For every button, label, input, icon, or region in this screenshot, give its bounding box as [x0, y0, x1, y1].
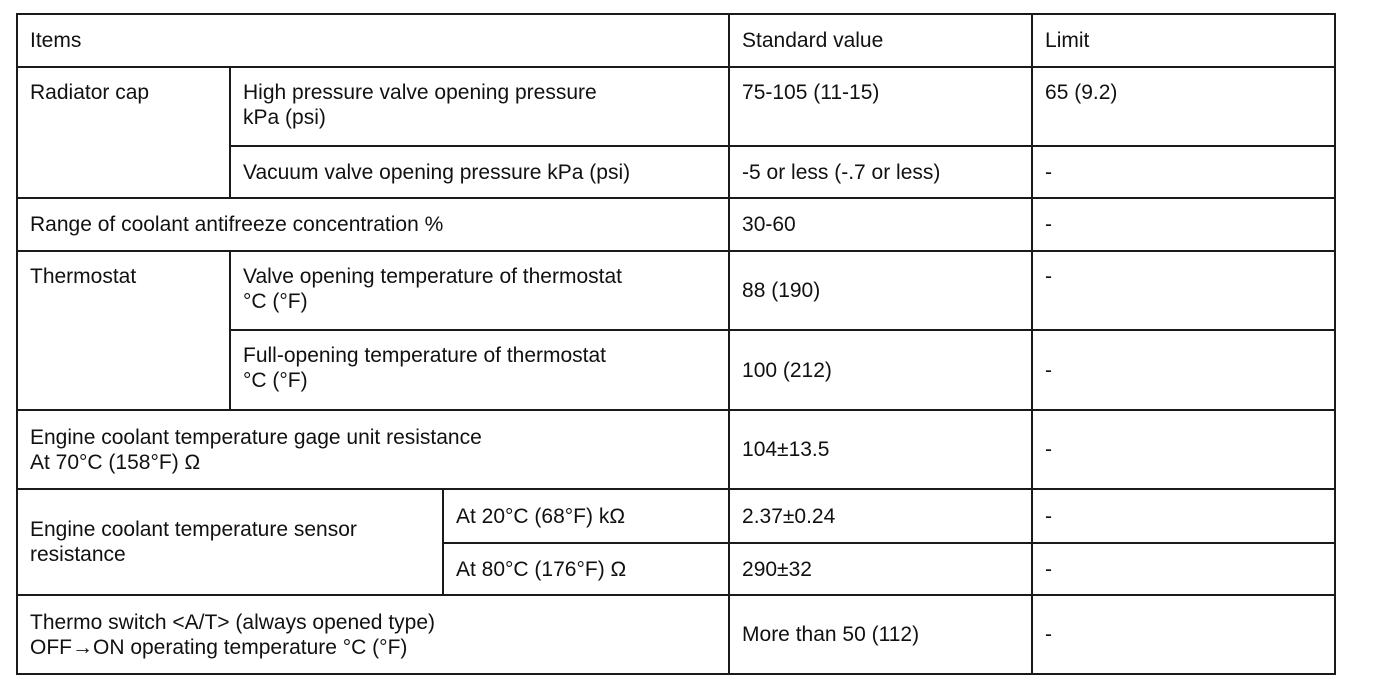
sensor-at20-condition: At 20°C (68°F) kΩ [456, 504, 626, 528]
sensor-label-line2: resistance [30, 543, 126, 566]
thermo-switch-item-line2: OFF→ON operating temperature °C (°F) [30, 635, 408, 659]
gage-unit-item-cell [17, 410, 729, 489]
table-row [17, 251, 1335, 330]
vacuum-standard: -5 or less (-.7 or less) [742, 160, 941, 184]
thermostat-label: Thermostat [30, 265, 137, 288]
sensor-at80-condition: At 80°C (176°F) Ω [456, 557, 627, 581]
valve-opening-standard: 88 (190) [742, 279, 821, 302]
full-opening-limit-cell [1032, 330, 1335, 410]
thermostat-cell [17, 251, 230, 410]
thermo-switch-standard: More than 50 (112) [742, 623, 920, 646]
sensor-label-line1: Engine coolant temperature sensor [30, 518, 357, 541]
high-pressure-item-cell [230, 67, 729, 146]
valve-opening-item-line1: Valve opening temperature of thermostat [243, 265, 622, 288]
valve-opening-item-line2: °C (°F) [243, 290, 308, 313]
sensor-at20-condition-cell [443, 489, 729, 543]
antifreeze-limit: - [1045, 213, 1053, 236]
header-limit [1032, 14, 1335, 67]
full-opening-limit: - [1045, 358, 1053, 382]
table-row [17, 410, 1335, 489]
high-pressure-standard-cell [729, 67, 1032, 146]
gage-unit-standard: 104±13.5 [742, 438, 830, 461]
vacuum-item-cell [230, 146, 729, 198]
radiator-cap-cell [17, 67, 230, 198]
valve-opening-limit-cell [1032, 251, 1335, 330]
gage-unit-item-line2: At 70°C (158°F) Ω [30, 450, 201, 474]
full-opening-item-line2: °C (°F) [243, 369, 308, 392]
high-pressure-limit: 65 (9.2) [1045, 81, 1118, 104]
table-row [17, 489, 1335, 543]
gage-unit-item [30, 425, 718, 475]
valve-opening-standard-cell [729, 251, 1032, 330]
header-items-label: Items [30, 29, 82, 52]
full-opening-item-cell [230, 330, 729, 410]
sensor-at20-standard-cell [729, 489, 1032, 543]
sensor-at20-standard: 2.37±0.24 [742, 504, 836, 528]
vacuum-item: Vacuum valve opening pressure kPa (psi) [243, 160, 631, 184]
high-pressure-limit-cell [1032, 67, 1335, 146]
high-pressure-item-line1: High pressure valve opening pressure [243, 81, 597, 104]
gage-unit-item-line1: Engine coolant temperature gage unit resistance [30, 425, 482, 449]
sensor-at80-condition-cell [443, 543, 729, 595]
full-opening-item-line1: Full-opening temperature of thermostat [243, 344, 607, 367]
header-standard-value [729, 14, 1032, 67]
high-pressure-item [243, 68, 718, 130]
full-opening-standard: 100 (212) [742, 358, 832, 382]
valve-opening-limit: - [1045, 265, 1053, 288]
sensor-label-cell [17, 489, 443, 595]
full-opening-item [243, 331, 718, 393]
antifreeze-item: Range of coolant antifreeze concentration % [30, 213, 444, 236]
high-pressure-item-line2: kPa (psi) [243, 106, 326, 129]
thermo-switch-item [30, 610, 718, 660]
sensor-at80-standard-cell [729, 543, 1032, 595]
sensor-at20-limit: - [1045, 504, 1053, 528]
antifreeze-item-cell [17, 198, 729, 251]
header-limit-label: Limit [1045, 29, 1090, 52]
vacuum-limit: - [1045, 160, 1053, 184]
antifreeze-limit-cell [1032, 198, 1335, 251]
gage-unit-standard-cell [729, 410, 1032, 489]
valve-opening-item [243, 252, 718, 314]
header-row [17, 14, 1335, 67]
valve-opening-item-cell [230, 251, 729, 330]
radiator-cap-label: Radiator cap [30, 81, 150, 104]
high-pressure-standard: 75-105 (11-15) [742, 81, 880, 104]
gage-unit-limit: - [1045, 438, 1053, 461]
sensor-label [30, 517, 432, 567]
table-row [17, 595, 1335, 674]
antifreeze-standard: 30-60 [742, 213, 796, 236]
thermo-switch-limit: - [1045, 623, 1053, 646]
thermo-switch-item-line1: Thermo switch <A/T> (always opened type) [30, 610, 436, 634]
vacuum-limit-cell [1032, 146, 1335, 198]
thermo-switch-item-cell [17, 595, 729, 674]
header-items [17, 14, 729, 67]
thermo-switch-limit-cell [1032, 595, 1335, 674]
table-row [17, 198, 1335, 251]
specification-table [16, 13, 1336, 675]
table-row [17, 67, 1335, 146]
header-standard-value-label: Standard value [742, 29, 884, 52]
thermo-switch-standard-cell [729, 595, 1032, 674]
sensor-at20-limit-cell [1032, 489, 1335, 543]
sensor-at80-limit-cell [1032, 543, 1335, 595]
sensor-at80-limit: - [1045, 557, 1053, 581]
full-opening-standard-cell [729, 330, 1032, 410]
vacuum-standard-cell [729, 146, 1032, 198]
sensor-at80-standard: 290±32 [742, 557, 812, 581]
gage-unit-limit-cell [1032, 410, 1335, 489]
antifreeze-standard-cell [729, 198, 1032, 251]
